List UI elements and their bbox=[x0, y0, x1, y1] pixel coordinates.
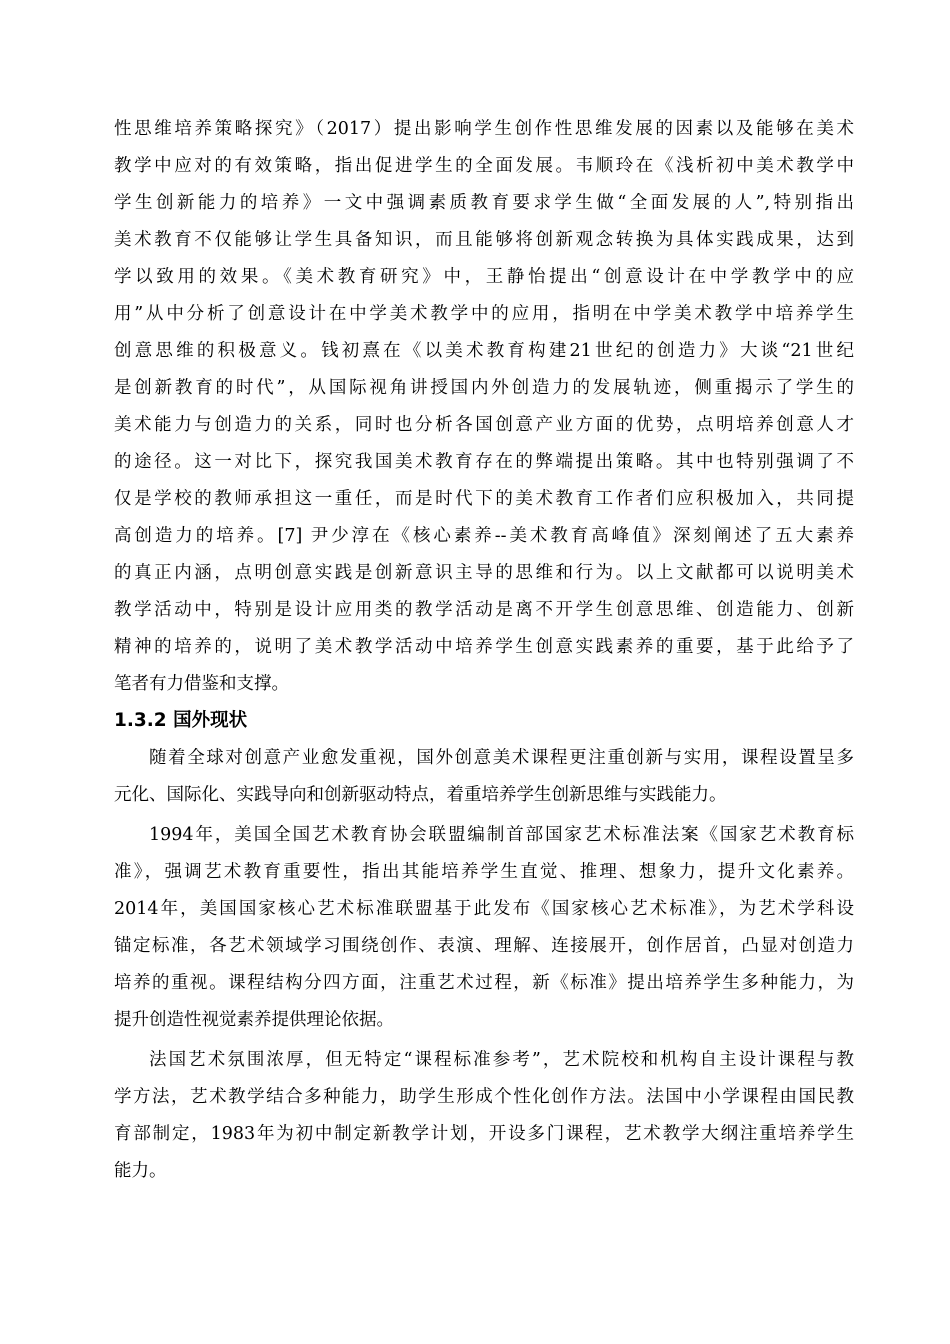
paragraph-1-line-10: 的途径。这一对比下，探究我国美术教育存在的弊端提出策略。其中也特别强调了不 bbox=[114, 452, 854, 472]
paragraph-1-line-15: 精神的培养的，说明了美术教学活动中培养学生创意实践素养的重要，基于此给予了 bbox=[114, 637, 854, 657]
paragraph-1-line-11: 仅是学校的教师承担这一重任，而是时代下的美术教育工作者们应积极加入，共同提 bbox=[114, 489, 854, 509]
paragraph-3-line-2: 准》，强调艺术教育重要性，指出其能培养学生直觉、推理、想象力，提升文化素养。 bbox=[114, 862, 854, 882]
paragraph-3-line-1: 1994年，美国全国艺术教育协会联盟编制首部国家艺术标准法案《国家艺术教育标 bbox=[149, 825, 854, 845]
paragraph-4-line-2: 学方法，艺术教学结合多种能力，助学生形成个性化创作方法。法国中小学课程由国民教 bbox=[114, 1087, 854, 1107]
paragraph-1-line-8: 是创新教育的时代”，从国际视角讲授国内外创造力的发展轨迹，侧重揭示了学生的 bbox=[114, 378, 854, 398]
paragraph-1-line-3: 学生创新能力的培养》一文中强调素质教育要求学生做“全面发展的人”,特别指出 bbox=[114, 193, 854, 213]
paragraph-2-line-2: 元化、国际化、实践导向和创新驱动特点，着重培养学生创新思维与实践能力。 bbox=[114, 785, 727, 805]
paragraph-4-line-3: 育部制定，1983年为初中制定新教学计划，开设多门课程，艺术教学大纲注重培养学生 bbox=[114, 1124, 854, 1144]
paragraph-1-line-6: 用”从中分析了创意设计在中学美术教学中的应用，指明在中学美术教学中培养学生 bbox=[114, 304, 854, 324]
paragraph-1-line-4: 美术教育不仅能够让学生具备知识，而且能够将创新观念转换为具体实践成果，达到 bbox=[114, 230, 854, 250]
section-heading: 1.3.2 国外现状 bbox=[114, 710, 248, 731]
paragraph-3-line-3: 2014年，美国国家核心艺术标准联盟基于此发布《国家核心艺术标准》，为艺术学科设 bbox=[114, 899, 854, 919]
paragraph-1-line-16: 笔者有力借鉴和支撑。 bbox=[114, 674, 289, 694]
paragraph-1-line-5: 学以致用的效果。《美术教育研究》中，王静怡提出“创意设计在中学教学中的应 bbox=[114, 267, 854, 287]
paragraph-1-line-1: 性思维培养策略探究》（2017）提出影响学生创作性思维发展的因素以及能够在美术 bbox=[114, 119, 854, 139]
paragraph-4-line-1: 法国艺术氛围浓厚，但无特定“课程标准参考”，艺术院校和机构自主设计课程与教 bbox=[149, 1050, 854, 1070]
paragraph-1-line-12: 高创造力的培养。[7] 尹少淳在《核心素养--美术教育高峰值》深刻阐述了五大素养 bbox=[114, 526, 854, 546]
paragraph-1-line-9: 美术能力与创造力的关系，同时也分析各国创意产业方面的优势，点明培养创意人才 bbox=[114, 415, 854, 435]
paragraph-1-line-7: 创意思维的积极意义。钱初熹在《以美术教育构建21世纪的创造力》大谈“21世纪 bbox=[114, 341, 854, 361]
paragraph-3-line-4: 锚定标准，各艺术领域学习围绕创作、表演、理解、连接展开，创作居首，凸显对创造力 bbox=[114, 936, 854, 956]
paragraph-3-line-6: 提升创造性视觉素养提供理论依据。 bbox=[114, 1010, 394, 1030]
paragraph-3-line-5: 培养的重视。课程结构分四方面，注重艺术过程，新《标准》提出培养学生多种能力，为 bbox=[114, 973, 854, 993]
paragraph-4-line-4: 能力。 bbox=[114, 1161, 167, 1181]
paragraph-1-line-13: 的真正内涵，点明创意实践是创新意识主导的思维和行为。以上文献都可以说明美术 bbox=[114, 563, 854, 583]
paragraph-1-line-2: 教学中应对的有效策略，指出促进学生的全面发展。韦顺玲在《浅析初中美术教学中 bbox=[114, 156, 854, 176]
paragraph-1-line-14: 教学活动中，特别是设计应用类的教学活动是离不开学生创意思维、创造能力、创新 bbox=[114, 600, 854, 620]
paragraph-2-line-1: 随着全球对创意产业愈发重视，国外创意美术课程更注重创新与实用，课程设置呈多 bbox=[149, 748, 854, 768]
